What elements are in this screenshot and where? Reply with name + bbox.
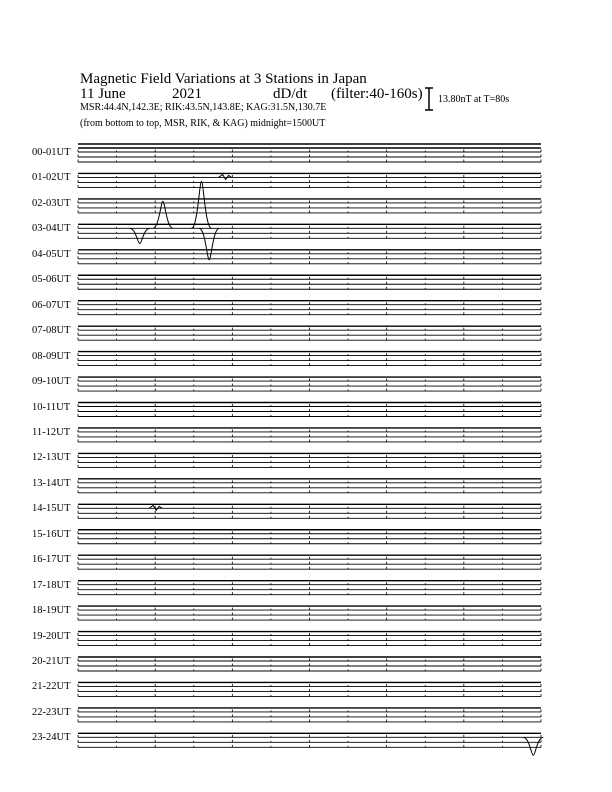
hour-label-22-23UT: 22-23UT: [32, 706, 71, 718]
hour-row-06-07UT: [78, 301, 541, 315]
scale-bar: [425, 88, 433, 110]
hour-label-19-20UT: 19-20UT: [32, 630, 71, 642]
hour-row-05-06UT: [78, 275, 541, 289]
hour-label-02-03UT: 02-03UT: [32, 197, 71, 209]
hour-label-08-09UT: 08-09UT: [32, 350, 71, 362]
hour-label-01-02UT: 01-02UT: [32, 172, 71, 184]
hour-label-05-06UT: 05-06UT: [32, 274, 71, 286]
date-year: 2021: [172, 86, 202, 102]
hour-row-07-08UT: [78, 326, 541, 340]
chart-title: Magnetic Field Variations at 3 Stations in Japan: [80, 71, 367, 87]
stations-info: MSR:44.4N,142.3E; RIK:43.5N,143.8E; KAG:31.5N,130.7E: [80, 102, 327, 113]
hour-label-00-01UT: 00-01UT: [32, 147, 71, 158]
hour-label-16-17UT: 16-17UT: [32, 554, 71, 566]
hour-label-12-13UT: 12-13UT: [32, 452, 71, 464]
hour-label-18-19UT: 18-19UT: [32, 605, 71, 617]
hour-row-18-19UT: [78, 606, 541, 620]
hour-row-00-01UT: [78, 148, 541, 162]
hour-row-17-18UT: [78, 581, 541, 595]
hour-label-14-15UT: 14-15UT: [32, 503, 71, 515]
hour-row-20-21UT: [78, 657, 541, 671]
hour-row-01-02UT: [78, 173, 541, 187]
hour-row-15-16UT: [78, 530, 541, 544]
hour-label-21-22UT: 21-22UT: [32, 681, 71, 693]
hour-label-23-24UT: 23-24UT: [32, 732, 71, 744]
hour-row-11-12UT: [78, 428, 541, 442]
hour-row-13-14UT: [78, 479, 541, 493]
hour-row-14-15UT: [78, 504, 541, 518]
hour-row-23-24UT: [78, 733, 541, 747]
filter-label: (filter:40-160s): [331, 86, 423, 102]
hour-label-11-12UT: 11-12UT: [32, 426, 71, 438]
hour-label-09-10UT: 09-10UT: [32, 376, 71, 388]
midnight-note: midnight=1500UT: [250, 118, 326, 129]
hour-row-22-23UT: [78, 708, 541, 722]
hour-label-07-08UT: 07-08UT: [32, 325, 71, 337]
hour-row-03-04UT: [78, 224, 541, 238]
hour-row-02-03UT: [78, 199, 541, 213]
hour-label-17-18UT: 17-18UT: [32, 579, 71, 591]
hour-row-16-17UT: [78, 555, 541, 569]
hour-row-08-09UT: [78, 352, 541, 366]
hour-label-10-11UT: 10-11UT: [32, 401, 71, 413]
hour-label-04-05UT: 04-05UT: [32, 248, 71, 260]
hour-row-12-13UT: [78, 453, 541, 467]
event-mark-3: [191, 182, 211, 229]
order-note: (from bottom to top, MSR, RIK, & KAG): [80, 118, 248, 129]
hour-row-19-20UT: [78, 632, 541, 646]
event-mark-6: [523, 737, 543, 755]
hour-label-20-21UT: 20-21UT: [32, 656, 71, 667]
hour-label-03-04UT: 03-04UT: [32, 223, 71, 235]
event-mark-5: [149, 505, 162, 510]
date-day: 11 June: [80, 86, 126, 102]
scale-label: 13.80nT at T=80s: [438, 94, 510, 105]
quantity-label: dD/dt: [273, 86, 308, 102]
event-mark-0: [219, 174, 232, 179]
event-mark-1: [130, 228, 150, 243]
hour-label-15-16UT: 15-16UT: [32, 528, 71, 540]
hour-row-21-22UT: [78, 682, 541, 696]
hour-row-09-10UT: [78, 377, 541, 391]
hour-label-06-07UT: 06-07UT: [32, 299, 71, 311]
hour-row-10-11UT: [78, 403, 541, 417]
hour-label-13-14UT: 13-14UT: [32, 477, 71, 489]
hour-row-04-05UT: [78, 250, 541, 264]
